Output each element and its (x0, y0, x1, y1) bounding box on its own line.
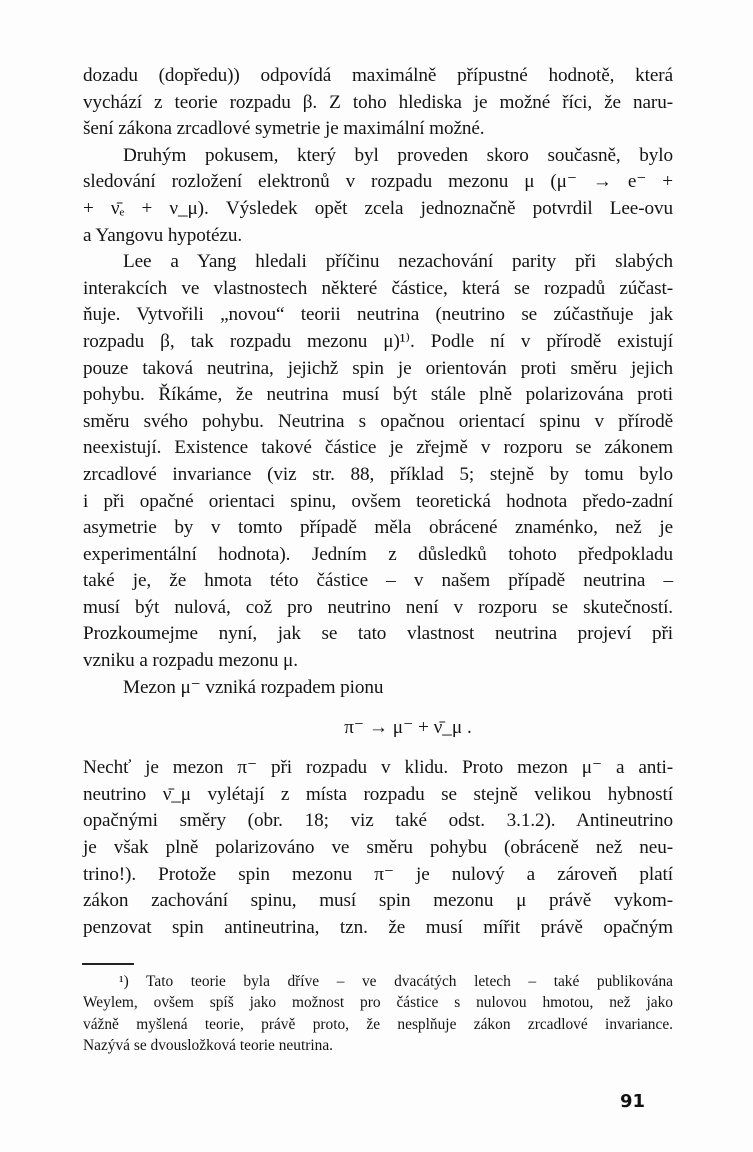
text-line: a Yangovu hypotézu. (83, 224, 243, 246)
text-line: je však plně polarizováno ve směru pohybu (obráceně než neu- (83, 837, 673, 859)
text-line: šení zákona zrcadlové symetrie je maximální možné. (83, 118, 485, 140)
text-line: interakcích ve vlastnostech některé částice, která se rozpadů zúčast- (83, 277, 673, 299)
text-line: Prozkoumejme nyní, jak se tato vlastnost neutrina projeví při (83, 623, 673, 645)
text-line: trino!). Protože spin mezonu π⁻ je nulový a zároveň platí (83, 863, 673, 885)
text-line: neutrino ν̄_μ vylétají z místa rozpadu se stejně velikou hybností (83, 783, 673, 805)
text-line: zákon zachování spinu, musí spin mezonu μ právě vykom- (83, 890, 673, 912)
text-line: asymetrie by v tomto případě měla obrácené znaménko, než je (83, 517, 673, 539)
text-line: pouze taková neutrina, jejichž spin je orientován proti směru jejich (83, 357, 673, 379)
text-line: ¹) Tato teorie byla dříve – ve dvacátých letech – také publikována (119, 973, 673, 990)
text-line: Nazývá se dvousložková teorie neutrina. (83, 1036, 334, 1054)
text-line: vzniku a rozpadu mezonu μ. (83, 650, 298, 672)
text-line: také je, že hmota této částice – v našem případě neutrina – (83, 570, 673, 592)
text-line: sledování rozložení elektronů v rozpadu mezonu μ (μ⁻ → e⁻ + (83, 171, 673, 193)
text-line: musí být nulová, což pro neutrino není v rozporu se skutečností. (83, 596, 673, 618)
text-line: Mezon μ⁻ vzniká rozpadem pionu (123, 676, 384, 698)
text-line: dozadu (dopředu)) odpovídá maximálně přípustné hodnotě, která (83, 65, 673, 86)
text-line: opačnými směry (obr. 18; viz také odst. 3.1.2). Antineutrino (83, 810, 673, 832)
text-line: rozpadu β, tak rozpadu mezonu μ)¹⁾. Podle ní v přírodě existují (83, 330, 673, 352)
text-line: + ν̄ₑ + ν_μ). Výsledek opět zcela jednoznačně potvrdil Lee-ovu (83, 197, 673, 219)
text-line: experimentální hodnota). Jedním z důsledků tohoto předpokladu (83, 543, 673, 565)
text-line: Nechť je mezon π⁻ při rozpadu v klidu. Proto mezon μ⁻ a anti- (83, 757, 673, 779)
text-line: zrcadlové invariance (viz str. 88, příklad 5; stejně by tomu bylo (83, 463, 673, 485)
text-line: neexistují. Existence takové částice je zřejmě v rozporu se zákonem (83, 437, 673, 459)
text-line: Weylem, ovšem spíš jako možnost pro částice s nulovou hmotou, než jako (83, 994, 673, 1012)
text-line: ňuje. Vytvořili „novou“ teorii neutrina (neutrino se zúčastňuje jak (83, 304, 673, 326)
page-number: 91 (620, 1091, 646, 1112)
text-line: vážně myšlená teorie, právě proto, že nesplňuje zákon zrcadlové invariance. (83, 1015, 673, 1033)
footnote-rule (82, 963, 134, 965)
text-line: vychází z teorie rozpadu β. Z toho hlediska je možné říci, že naru- (83, 91, 673, 113)
main-text (83, 63, 673, 941)
text-line: Lee a Yang hledali příčinu nezachování parity při slabých (123, 251, 673, 273)
text-line: Druhým pokusem, který byl proveden skoro současně, bylo (123, 144, 673, 166)
text-line: směru svého pohybu. Neutrina s opačnou orientací spinu v přírodě (83, 410, 673, 432)
text-line: penzovat spin antineutrina, tzn. že musí mířit právě opačným (83, 916, 673, 938)
text-line: i při opačné orientaci spinu, ovšem teoretická hodnota předo-zadní (83, 490, 673, 512)
equation: π⁻ → μ⁻ + ν̄_μ . (344, 717, 472, 739)
text-line: pohybu. Říkáme, že neutrina musí být stále plně polarizována proti (83, 384, 673, 406)
footnotes (83, 971, 673, 1056)
